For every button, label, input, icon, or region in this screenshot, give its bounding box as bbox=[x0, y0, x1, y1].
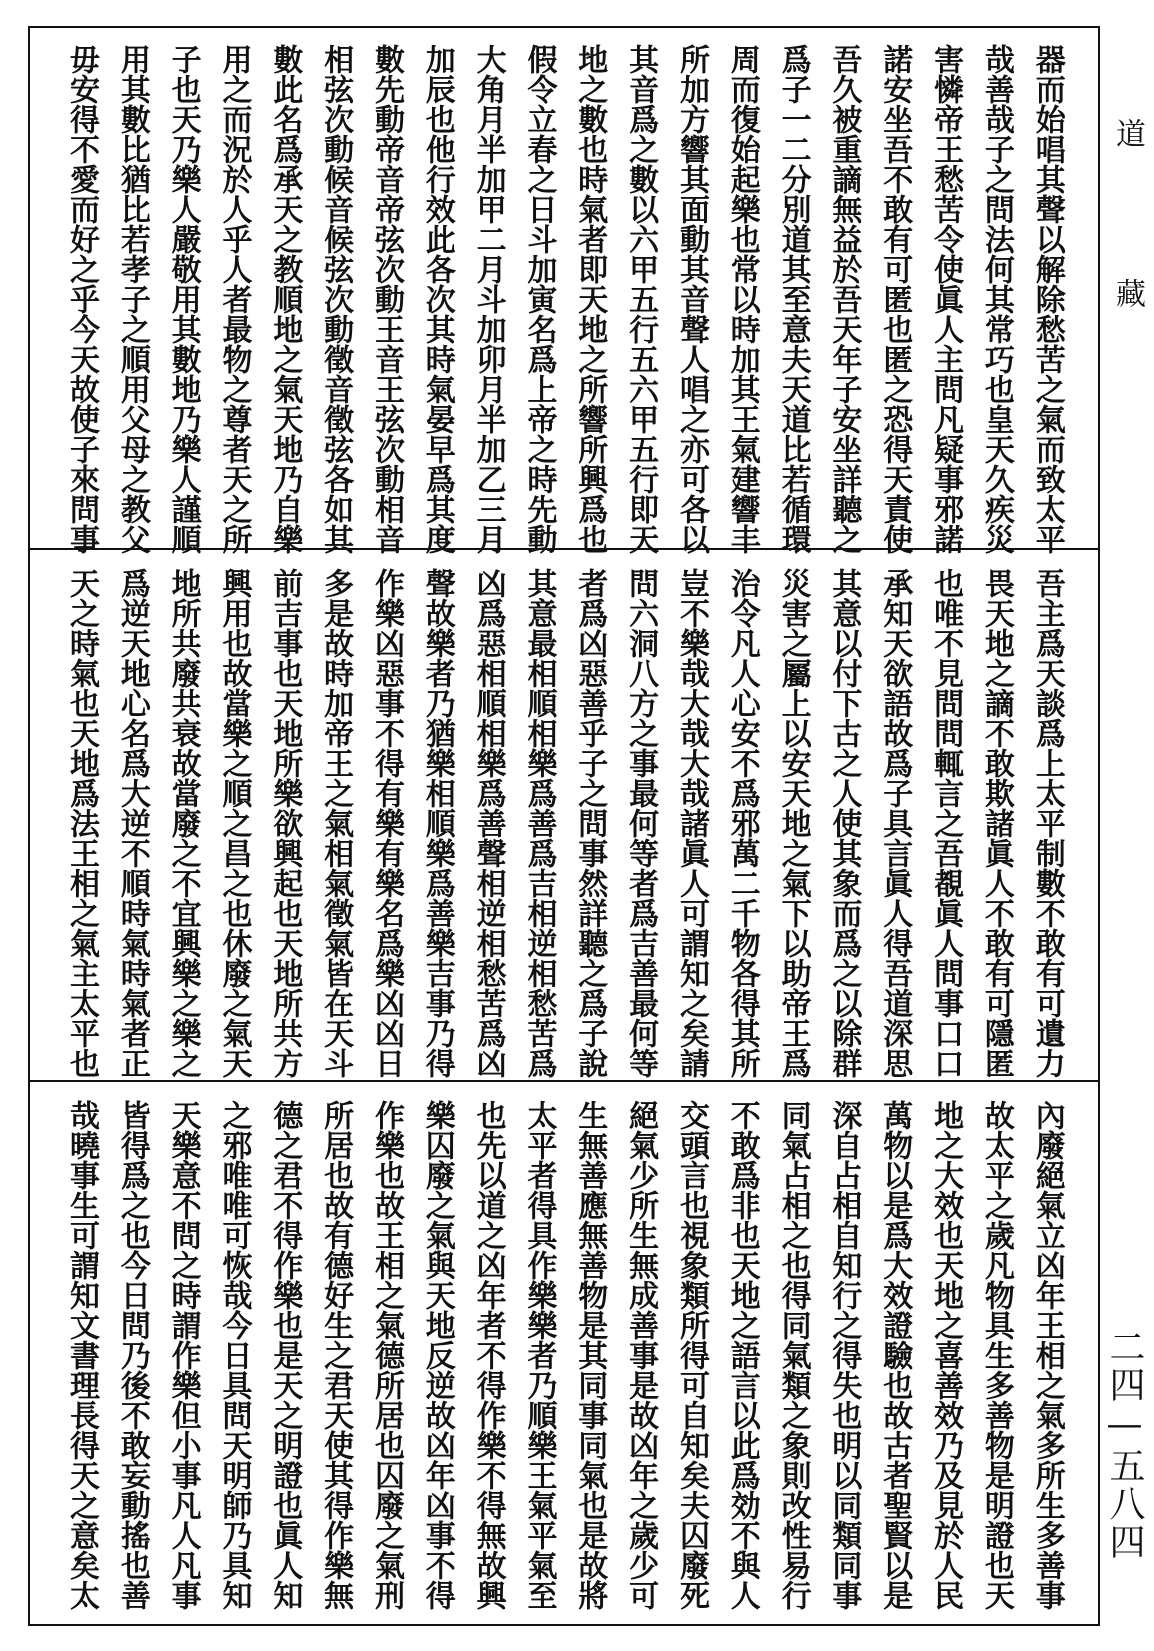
text-column: 豈不樂哉大哉大哉諸眞人可謂知之矣請 bbox=[673, 568, 709, 1078]
text-column: 地之大效也天地之喜善效乃及見於人民 bbox=[928, 1100, 964, 1610]
text-column: 爲逆天地心名爲大逆不順時氣時氣者正 bbox=[114, 568, 150, 1078]
text-column: 作樂凶惡事不得有樂有樂名爲樂凶凶日 bbox=[368, 568, 404, 1078]
text-column: 爲子一二分別道其至意夫天道比若循環 bbox=[775, 44, 811, 554]
column-group bbox=[64, 568, 1065, 1078]
text-column: 也先以道之凶年者不得作樂不得無故興 bbox=[470, 1100, 506, 1610]
text-column: 用其數比猶比若孝子之順用父母之教父 bbox=[114, 44, 150, 554]
text-column: 內廢絕氣立凶年王相之氣多所生多善事 bbox=[1029, 1100, 1065, 1610]
text-column: 生無善應無善物是其同事同氣也是故將 bbox=[572, 1100, 608, 1610]
text-column: 諾安坐吾不敢有可匿也匿之恐得天責使 bbox=[877, 44, 913, 554]
text-column: 興用也故當樂之順之昌之也休廢之氣天 bbox=[216, 568, 252, 1078]
text-column: 者爲凶惡善乎子之問事然詳聽之爲子說 bbox=[572, 568, 608, 1078]
text-column: 周而復始起樂也常以時加其王氣建響丰 bbox=[724, 44, 760, 554]
column-group bbox=[64, 44, 1065, 554]
text-column: 同氣占相之也得同氣類之象則改性易行 bbox=[775, 1100, 811, 1610]
text-panel-lower bbox=[28, 1082, 1100, 1626]
collection-title: 道藏 bbox=[1110, 118, 1145, 438]
page-number: 二四—五八四 bbox=[1104, 1328, 1145, 1561]
text-column: 地所共廢共衰故當廢之不宜興樂之樂之 bbox=[165, 568, 201, 1078]
text-column: 加辰也他行效此各次其時氣晏早爲其度 bbox=[419, 44, 455, 554]
text-column: 假令立春之日斗加寅名爲上帝之時先動 bbox=[521, 44, 557, 554]
text-column: 地之數也時氣者即天地之所響所興爲也 bbox=[572, 44, 608, 554]
text-column: 聲故樂者乃猶樂相順樂爲善樂吉事乃得 bbox=[419, 568, 455, 1078]
text-column: 大角月半加甲二月斗加卯月半加乙三月 bbox=[470, 44, 506, 554]
text-column: 用之而況於人乎人者最物之尊者天之所 bbox=[216, 44, 252, 554]
text-column: 承知天欲語故爲子具言眞人得吾道深思 bbox=[877, 568, 913, 1078]
text-column: 毋安得不愛而好之乎今天故使子來問事 bbox=[64, 44, 99, 554]
text-column: 樂囚廢之氣與天地反逆故凶年凶事不得 bbox=[419, 1100, 455, 1610]
text-column: 深自占相自知行之得失也明以同類同事 bbox=[826, 1100, 862, 1610]
text-column: 德之君不得作樂也是天之明證也眞人知 bbox=[267, 1100, 303, 1610]
text-column: 所居也故有德好生之君天使其得作樂無 bbox=[318, 1100, 354, 1610]
text-column: 哉曉事生可謂知文書理長得天之意矣太 bbox=[64, 1100, 99, 1610]
column-group bbox=[64, 1100, 1065, 1612]
text-column: 數此名爲承天之教順地之氣天地乃自樂 bbox=[267, 44, 303, 554]
text-column: 萬物以是爲大效證驗也故古者聖賢以是 bbox=[877, 1100, 913, 1610]
text-column: 交頭言也視象類所得可自知矣夫囚廢死 bbox=[673, 1100, 709, 1610]
text-column: 太平者得具作樂樂者乃順樂王氣平氣至 bbox=[521, 1100, 557, 1610]
text-column: 器而始唱其聲以解除愁苦之氣而致太平 bbox=[1029, 44, 1065, 554]
text-column: 其意最相順相樂爲善爲吉相逆相愁苦爲 bbox=[521, 568, 557, 1078]
text-column: 多是故時加帝王之氣相氣徵氣皆在天斗 bbox=[318, 568, 354, 1078]
text-column: 天之時氣也天地爲法王相之氣主太平也 bbox=[64, 568, 99, 1078]
text-column: 數先動帝音帝弦次動王音王弦次動相音 bbox=[368, 44, 404, 554]
text-column: 吾久被重謫無益於吾天年子安坐詳聽之 bbox=[826, 44, 862, 554]
text-column: 所加方響其面動其音聲人唱之亦可各以 bbox=[673, 44, 709, 554]
text-column: 害憐帝王愁苦令使眞人主問凡疑事邪諾 bbox=[928, 44, 964, 554]
text-column: 其意以付下古之人使其象而爲之以除群 bbox=[826, 568, 862, 1078]
text-column: 其音爲之數以六甲五行五六甲五行即天 bbox=[623, 44, 659, 554]
text-column: 之邪唯唯可恢哉今日具問天明師乃具知 bbox=[216, 1100, 252, 1610]
text-panel-middle bbox=[28, 550, 1100, 1082]
text-column: 絕氣少所生無成善事是故凶年之歲少可 bbox=[623, 1100, 659, 1610]
text-column: 天樂意不問之時謂作樂但小事凡人凡事 bbox=[165, 1100, 201, 1610]
text-column: 不敢爲非也天地之語言以此爲効不與人 bbox=[724, 1100, 760, 1610]
text-column: 皆得爲之也今日問乃後不敢妄動搖也善 bbox=[114, 1100, 150, 1610]
text-column: 也唯不見問問輒言之吾覩眞人問事口口 bbox=[928, 568, 964, 1078]
text-column: 作樂也故王相之氣德所居也囚廢之氣刑 bbox=[368, 1100, 404, 1610]
text-column: 前吉事也天地所樂欲興起也天地所共方 bbox=[267, 568, 303, 1078]
text-panel-upper bbox=[28, 26, 1100, 554]
text-column: 災害之屬上以安天地之氣下以助帝王爲 bbox=[775, 568, 811, 1078]
text-column: 畏天地之謫不敢欺諸眞人不敢有可隱匿 bbox=[978, 568, 1014, 1078]
text-column: 問六洞八方之事最何等者爲吉善最何等 bbox=[623, 568, 659, 1078]
text-column: 吾主爲天談爲上太平制數不敢有可遺力 bbox=[1029, 568, 1065, 1078]
text-column: 治令凡人心安不爲邪萬二千物各得其所 bbox=[724, 568, 760, 1078]
text-column: 子也天乃樂人嚴敬用其數地乃樂人謹順 bbox=[165, 44, 201, 554]
text-column: 哉善哉子之問法何其常巧也皇天久疾災 bbox=[978, 44, 1014, 554]
text-column: 凶爲惡相順相樂爲善聲相逆相愁苦爲凶 bbox=[470, 568, 506, 1078]
text-column: 故太平之歲凡物具生多善物是明證也天 bbox=[978, 1100, 1014, 1610]
text-column: 相弦次動候音候弦次動徵音徵弦各如其 bbox=[318, 44, 354, 554]
